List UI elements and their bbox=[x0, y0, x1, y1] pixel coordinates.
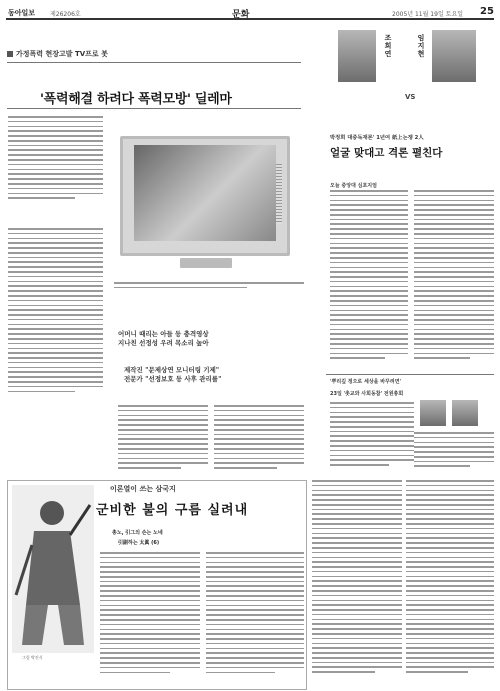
name-left: 조희연 bbox=[384, 34, 393, 58]
second-article-kicker: '뿌리깊 정으로 세상을 바꾸려면' bbox=[330, 379, 402, 385]
deck-line-2: 지나친 선정성 우려 목소리 높아 bbox=[118, 339, 209, 347]
paper-name: 동아일보 bbox=[8, 8, 36, 17]
tv-caption-text bbox=[114, 282, 304, 294]
second-article-body-2 bbox=[414, 432, 494, 472]
book-review-body-3 bbox=[312, 480, 402, 685]
tv-speaker bbox=[276, 164, 282, 224]
section-title: 문화 bbox=[232, 10, 250, 20]
name-right: 임지현 bbox=[417, 34, 426, 58]
page-number: 25 bbox=[480, 6, 494, 17]
tv-stand bbox=[180, 258, 232, 268]
tv-article-body-text-2 bbox=[118, 405, 208, 475]
debate-headline: 얼굴 맞대고 격론 펼친다 bbox=[330, 147, 443, 159]
book-review-sub: 총노, 引그의 손는 노네 bbox=[112, 530, 163, 536]
deck-line-1: 어머니 때리는 아들 등 충격영상 bbox=[118, 330, 209, 338]
tv-article-deck-2 bbox=[124, 366, 256, 384]
portrait-small-1 bbox=[420, 400, 446, 426]
book-review-body-1 bbox=[100, 552, 200, 682]
book-review-illustration bbox=[12, 485, 94, 653]
vs-label: VS bbox=[405, 93, 416, 101]
debate-sub: 오늘 중앙대 심포지엄 bbox=[330, 183, 377, 189]
book-review-body-4 bbox=[406, 480, 494, 685]
deck2-line-1: 제작진 "문제상연 모니터링 기제" bbox=[124, 366, 220, 374]
deck2-line-2: 전문가 "선정보호 등 사후 관리를" bbox=[124, 375, 222, 383]
tv-screen-image bbox=[134, 145, 276, 241]
portrait-right bbox=[432, 30, 476, 82]
tv-headline-rule bbox=[7, 108, 301, 109]
second-article-sub: 23일 '촛교와 사회동참' 전원총회 bbox=[330, 391, 404, 397]
portrait-small-2 bbox=[452, 400, 478, 426]
book-review-title: 군비한 불의 구름 실려내 bbox=[96, 503, 249, 518]
illustration-caption: 그림 박진식 bbox=[22, 655, 43, 660]
portrait-left bbox=[338, 30, 376, 82]
book-review-kicker: 이론열이 쓰는 삼국지 bbox=[110, 485, 176, 493]
warrior-illustration-svg bbox=[12, 485, 94, 653]
tv-article-top-rule bbox=[7, 62, 301, 63]
tv-article-lead-text bbox=[8, 116, 103, 208]
book-review-sub-2: 引副하는 太眞 (6) bbox=[118, 540, 160, 546]
tv-article-deck bbox=[118, 330, 248, 348]
debate-body-col-1 bbox=[330, 190, 408, 370]
tv-article-body-text-1 bbox=[8, 228, 103, 408]
debate-kicker: 박정희 대중독재론' 1년여 紙上논쟁 2人 bbox=[330, 135, 424, 141]
right-divider bbox=[326, 374, 494, 375]
issue-date: 2005년 11월 19일 토요일 bbox=[392, 11, 464, 18]
tv-article-kicker: 가정폭력 현장고발 TV프로 봇 bbox=[7, 49, 207, 59]
tv-article-headline: '폭력해결 하려다 폭력모방' 딜레마 bbox=[40, 92, 232, 107]
book-review-body-2 bbox=[206, 552, 304, 682]
issue-number: 제26206호 bbox=[50, 11, 81, 18]
second-article-body-1 bbox=[330, 402, 414, 472]
debate-body-col-2 bbox=[414, 190, 494, 370]
tv-article-body-text-3 bbox=[214, 405, 304, 475]
masthead bbox=[6, 6, 494, 20]
tv-illustration bbox=[110, 130, 305, 278]
